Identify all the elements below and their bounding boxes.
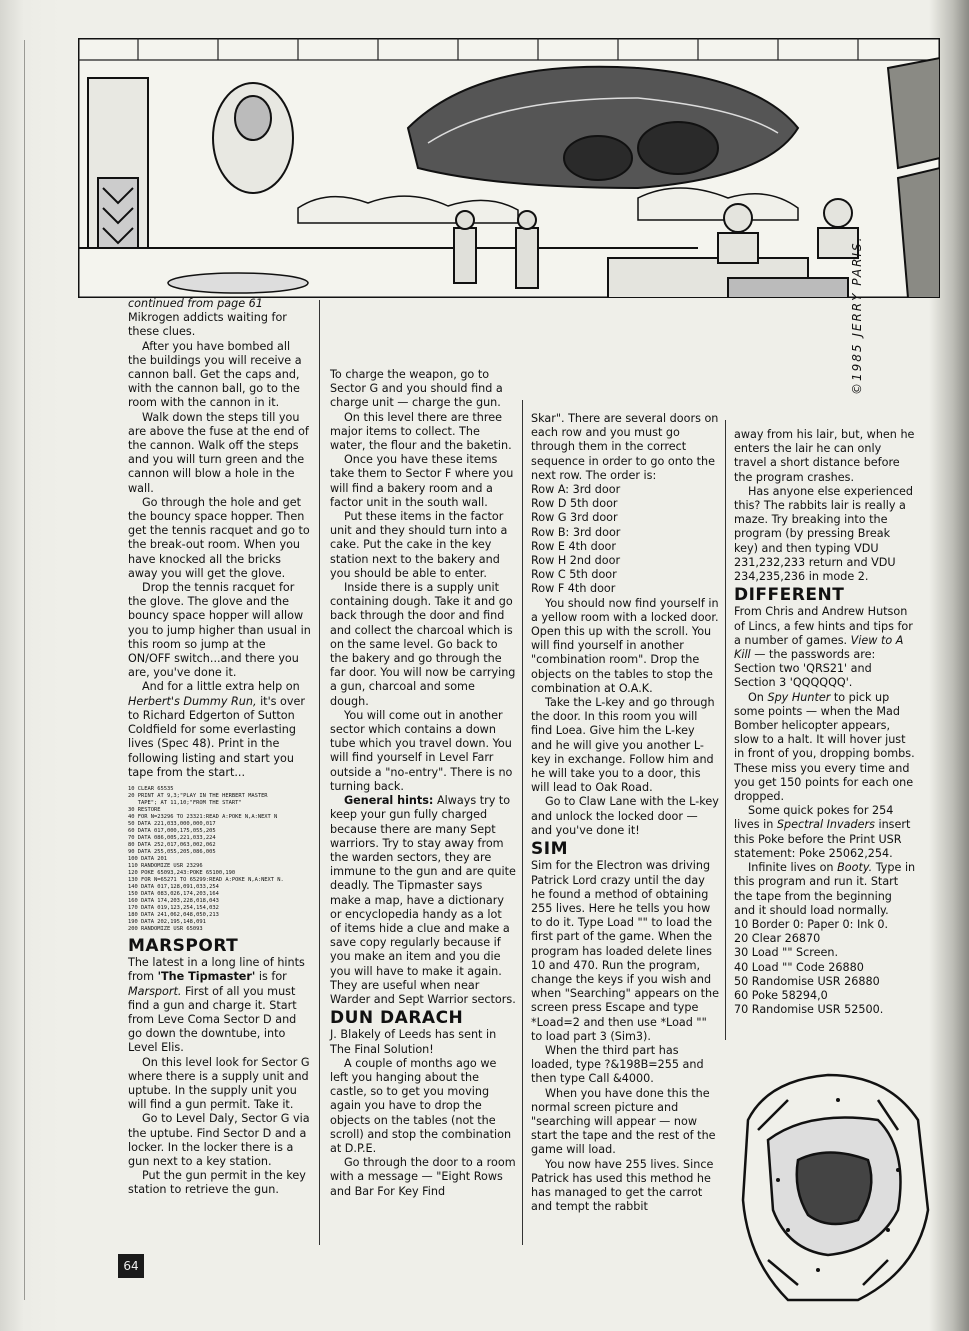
spectral-invaders-tip (734, 804, 916, 861)
listing-line: 40 Load "" Code 26880 (734, 960, 864, 974)
column-2 (330, 368, 516, 1199)
artist-credit: ©1985 JERRY PARIS. (850, 235, 864, 395)
dun-darach-solution (531, 597, 719, 838)
listing-line: 50 Randomise USR 26880 (734, 974, 880, 988)
tip-paragraph: To charge the weapon, go to Sector G and you should find a charge unit — charge the gun. (330, 368, 503, 410)
door-order-item: Row F 4th door (531, 582, 616, 596)
door-order-item: Row D 5th door (531, 497, 618, 511)
listing-line: 50 DATA 221,033,000,000,017 (128, 820, 216, 827)
listing-line: 70 Randomise USR 52500. (734, 1003, 884, 1017)
spy-hunter-text: to pick up some points — when the Mad Bomber helicopter appears, slow to a halt. It will hover just in front of you, dropping bombs. These miss you every time and you get 150 points for each one dropped. (734, 690, 915, 804)
listing-line: 180 DATA 241,062,048,050,213 (128, 911, 219, 918)
view-to-a-kill-tip (734, 605, 916, 690)
listing-line: 10 CLEAR 65535 (128, 785, 174, 792)
herbert-tip-text: it's over to Richard Edgerton of Sutton Coldfield for some everlasting lives (Spec 48). Print in the following listing and start you tape from the start... (128, 694, 305, 779)
listing-line: 60 Poke 58294,0 (734, 988, 828, 1002)
general-hints-text: Always try to keep your gun fully charged because there are many Sept warriors. Try to stay away from the warden sectors, they are immune to the gun and are quite deadly. The Tipmaster says make a map, have a dictionary or encyclopedia handy as a lot of items hide a clue and make a save copy regularly because if you make an item and you die you will have to make it again. They are useful when near Warder and Sept Warrior sectors. (330, 794, 516, 1006)
sim-heading: SIM (531, 839, 568, 860)
door-order-list (531, 483, 719, 597)
booty-tip (734, 861, 916, 918)
column-4 (734, 428, 916, 1017)
listing-line: 120 POKE 65093,243:POKE 65100,190 (128, 869, 236, 876)
marsport-intro-mid: is for (258, 970, 287, 984)
tip-paragraph: Put the gun permit in the key station to retrieve the gun. (128, 1169, 306, 1197)
general-hints (330, 794, 516, 1007)
page-binding-edge (0, 0, 60, 1331)
tip-paragraph: Once you have these items take them to Sector F where you will find a bakery room and a factor unit in the south wall. (330, 453, 514, 509)
booty-title: Booty. (837, 861, 873, 875)
view-to-a-kill-text: — the passwords are: Section two 'QRS21' and Section 3 'QQQQQQ'. (734, 648, 876, 690)
column-rule (522, 400, 523, 1245)
marsport-intro-lead: The latest in a long line of hints from (128, 956, 305, 984)
robot-illustration (728, 1060, 938, 1310)
marsport-continued (330, 368, 516, 794)
listing-line: 110 RANDOMIZE USR 23296 (128, 862, 203, 869)
view-to-a-kill-title: View to A Kill (734, 633, 904, 662)
rabbit-lair-tip: Has anyone else experienced this? The rabbits lair is really a maze. Try breaking into the program (by pressing Break key) and then typing VDU 231,232,233 return and VDU 234,235,236 in mode 2. (734, 484, 913, 584)
spy-hunter-title: Spy Hunter (767, 690, 831, 704)
booty-listing (734, 918, 916, 1017)
column-1 (128, 297, 311, 1198)
header-illustration (78, 38, 940, 298)
sim-continued: away from his lair, but, when he enters the lair he can only travel a short distance before the program crashes. (734, 428, 915, 484)
listing-line: 200 RANDOMIZE USR 65093 (128, 925, 203, 932)
tip-paragraph: You will come out in another sector which contains a down tube which you travel down. You will find yourself in Level Farr outside a "no-entry". There is no turning back. (330, 708, 513, 793)
herbert-tip (128, 680, 311, 779)
door-order-item: Row B: 3rd door (531, 525, 621, 539)
tip-paragraph: Go to Claw Lane with the L-key and unlock the locked door — and you've done it! (531, 795, 719, 837)
different-intro: From Chris and Andrew Hutson of Lincs, a few hints and tips for a number of games. (734, 605, 913, 647)
general-hints-label: General hints: (344, 794, 434, 808)
tip-paragraph: Go through the hole and get the bouncy space hopper. Then get the tennis racquet and go to the break-out room. When you have knocked all the bricks away you will get the glove. (128, 495, 310, 580)
dun-darach-continued: Skar". There are several doors on each row and you must go through them in the correct sequence in order to go onto the next row. The order is: (531, 412, 719, 482)
listing-line: 20 Clear 26870 (734, 932, 821, 946)
booty-text: Type in this program and run it. Start the tape from the beginning and it should load normally. (734, 861, 916, 917)
spy-hunter-tip (734, 691, 916, 805)
tip-paragraph: You now have 255 lives. Since Patrick has used this method he has managed to get the carrot and tempt the rabbit (531, 1157, 714, 1214)
continued-note: continued from page 61 (128, 297, 263, 310)
dun-darach-heading: DUN DARACH (330, 1008, 464, 1029)
spectral-invaders-title: Spectral Invaders (776, 818, 875, 832)
door-order-item: Row H 2nd door (531, 554, 621, 568)
tip-paragraph: Mikrogen addicts waiting for these clues. (128, 311, 287, 339)
marsport-intro (128, 956, 311, 1055)
dun-darach-body (330, 1028, 516, 1198)
different-heading: DIFFERENT (734, 585, 845, 606)
marsport-game-title: Marsport. (128, 984, 182, 998)
tip-paragraph: Put these items in the factor unit and they should turn into a cake. Put the cake in the key station next to the bakery and you should be able to enter. (330, 510, 508, 580)
listing-line: 70 DATA 086,005,221,033,224 (128, 834, 216, 841)
listing-line: 90 DATA 255,055,205,086,005 (128, 848, 216, 855)
tip-paragraph: A couple of months ago we left you hanging about the castle, so to get you moving again you have to drop the objects on the tables (not the scroll) and stop the combination at D.P.E. (330, 1056, 512, 1155)
listing-line: 20 PRINT AT 9,3;"PLAY IN THE HERBERT MASTER (128, 792, 268, 799)
door-order-item: Row C 5th door (531, 568, 617, 582)
marsport-heading: MARSPORT (128, 935, 239, 956)
listing-line: 130 FOR N=65271 TO 65299:READ A:POKE N,A:NEXT N. (128, 876, 284, 883)
listing-line: 190 DATA 202,195,148,091 (128, 918, 206, 925)
listing-line: 30 Load "" Screen. (734, 946, 839, 960)
basic-listing (128, 786, 311, 933)
listing-line: 170 DATA 019,123,254,154,032 (128, 904, 219, 911)
column-3 (531, 412, 719, 1214)
spy-hunter-lead: On (748, 690, 764, 704)
tip-paragraph: On this level look for Sector G where there is a supply unit and uptube. In the supply unit you will find a gun permit. Take it. (128, 1055, 310, 1112)
herbert-tip-lead: And for a little extra help on (142, 680, 300, 694)
tip-paragraph: After you have bombed all the buildings you will receive a cannon ball. Get the caps and, with the cannon ball, go to the room with the cannon in it. (128, 339, 302, 410)
booty-lead: Infinite lives on (748, 861, 834, 875)
listing-line: 100 DATA 201 (128, 855, 167, 862)
listing-line: TAPE"; AT 11,10;"FROM THE START" (128, 799, 242, 806)
listing-line: 80 DATA 252,017,063,002,062 (128, 841, 216, 848)
spectral-invaders-text: insert this Poke before the Print USR statement: Poke 25062,254. (734, 818, 911, 860)
listing-line: 160 DATA 174,203,228,018,043 (128, 897, 219, 904)
listing-line: 40 FOR N=23296 TO 23321:READ A:POKE N,A:NEXT N (128, 813, 278, 820)
tip-paragraph: Walk down the steps till you are above the fuse at the end of the cannon. Walk off the steps and you will turn green and the cannon will blow a hole in the wall. (128, 410, 309, 495)
tip-paragraph: On this level there are three major items to collect. The water, the flour and the baketin. (330, 410, 512, 453)
column-rule (319, 300, 320, 1245)
listing-line: 60 DATA 017,000,175,055,205 (128, 827, 216, 834)
tip-paragraph: Drop the tennis racquet for the glove. The glove and the bouncy space hopper will allow you to jump higher than usual in this room so jump at the ON/OFF switch...and there you are, you've done it. (128, 581, 311, 680)
listing-line: 10 Border 0: Paper 0: Ink 0. (734, 917, 889, 931)
tip-paragraph: Sim for the Electron was driving Patrick Lord crazy until the day he found a method of obtaining 255 lives. Here he tells you how to do it. Type Load "" to load the first part of the game. When the program has loaded delete lines 10 and 470. Run the program, change the keys if you wish and when "Searching" appears on the screen press Escape and type *Load=2 and then use *Load "" to load part 3 (Sim3). (531, 859, 719, 1043)
page-number: 64 (118, 1254, 144, 1278)
listing-line: 30 RESTORE (128, 806, 161, 813)
listing-line: 140 DATA 017,128,091,033,254 (128, 883, 219, 890)
tip-paragraph: Take the L-key and go through the door. In this room you will find Loea. Give him the L-key and he will give you another L-key in exchange. Follow him and he will take you to a door, this will lead to Oak Road. (531, 696, 715, 795)
marsport-body (128, 1056, 311, 1198)
tip-paragraph: You should now find yourself in a yellow room with a locked door. Open this up with the scroll. You will find yourself in another "combination room". Drop the objects on the tables to stop the combination at O.A.K. (531, 596, 719, 695)
tip-paragraph: When you have done this the normal screen picture and "searching will appear — now start the tape and the rest of the game will load. (531, 1086, 716, 1157)
spectral-invaders-lead: Some quick pokes for 254 lives in (734, 804, 894, 832)
marsport-intro-text: First of all you must find a gun and charge it. Start from Leve Coma Sector D and go down the downtube, into Level Elis. (128, 984, 297, 1055)
door-order-item: Row E 4th door (531, 539, 616, 553)
tip-paragraph: Inside there is a supply unit containing dough. Take it and go back through the door and find and collect the charcoal which is on the same level. Go back to the bakery and go through the far door. You will now be carrying a gun, charcoal and some dough. (330, 581, 516, 708)
herbert-game-title: Herbert's Dummy Run, (128, 694, 257, 708)
door-order-item: Row A: 3rd door (531, 483, 621, 497)
tip-paragraph: When the third part has loaded, type ?&198B=255 and then type Call &4000. (531, 1043, 704, 1086)
sim-body (531, 859, 719, 1214)
listing-line: 150 DATA 083,026,174,203,164 (128, 890, 219, 897)
column-rule (725, 420, 726, 1040)
tip-paragraph: J. Blakely of Leeds has sent in The Final Solution! (330, 1028, 497, 1056)
column-1-intro (128, 297, 311, 680)
tip-paragraph: Go through the door to a room with a message — "Eight Rows and Bar For Key Find (330, 1156, 516, 1198)
door-order-item: Row G 3rd door (531, 511, 618, 525)
tip-paragraph: Go to Level Daly, Sector G via the uptube. Find Sector D and a locker. In the locker there is a gun next to a key station. (128, 1112, 310, 1168)
marsport-source: 'The Tipmaster' (157, 970, 256, 984)
